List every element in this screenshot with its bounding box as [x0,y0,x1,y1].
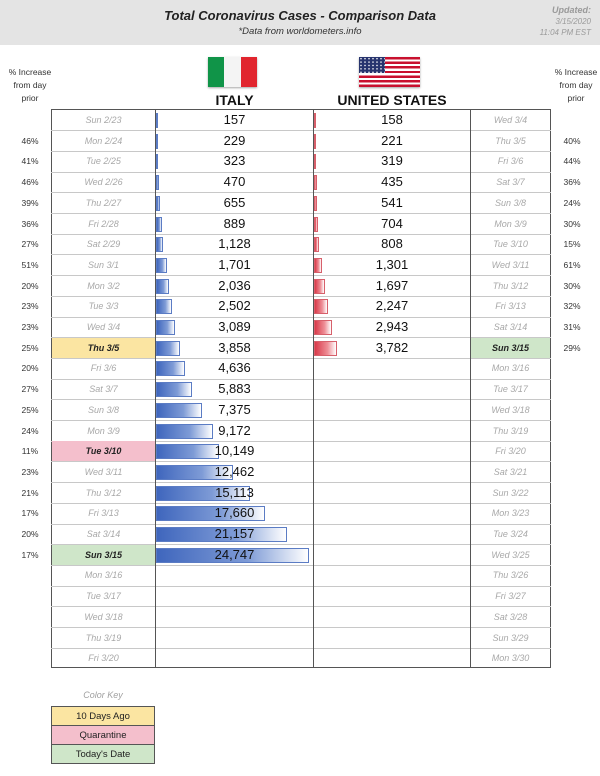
italy-value: 4,636 [218,360,251,376]
italy-pct-increase: 17% [21,508,39,519]
italy-value: 2,502 [218,298,251,314]
left-pct-heading-line: % Increase [8,67,52,77]
us-pct-increase: 15% [563,239,581,250]
us-pct-increase: 31% [563,322,581,332]
left-pct-heading [0,66,60,105]
italy-pct-increase: 23% [21,301,39,312]
italy-value: 7,375 [218,401,251,417]
italy-date-cell: Thu 3/19 [85,632,122,643]
us-pct-increase: 32% [563,301,581,312]
key-todays-date: Today's Date [51,744,155,764]
italy-date-cell: Sat 2/29 [86,239,121,250]
us-date-cell: Mon 3/23 [491,508,530,519]
us-date-cell: Thu 3/26 [492,570,529,581]
column-divider [155,109,156,668]
us-date-cell: Wed 3/11 [491,259,530,270]
us-date-cell: Sun 3/29 [492,632,529,643]
us-value: 319 [381,153,403,169]
updated-label: Updated: [552,5,591,15]
italy-flag-icon [208,57,257,87]
us-date-cell: Thu 3/5 [495,135,526,146]
italy-value: 21,157 [214,526,255,541]
us-value: 158 [381,112,403,127]
updated-date: 3/15/2020 [555,17,591,26]
us-date-cell: Mon 3/16 [491,363,530,374]
us-date-cell: Sat 3/7 [496,177,525,188]
italy-value: 17,660 [214,505,255,521]
italy-date-cell: Wed 3/4 [86,322,121,332]
column-divider [470,109,471,668]
italy-pct-increase: 46% [21,177,39,188]
us-date-cell: Sat 3/28 [493,611,528,622]
italy-date-cell: Wed 3/18 [84,611,123,622]
us-value: 704 [381,215,403,231]
us-date-cell: Tue 3/17 [493,384,528,395]
italy-date-cell: Fri 3/6 [90,363,117,374]
italy-date-cell: Sat 3/7 [89,384,118,395]
updated-stamp [540,5,591,38]
italy-pct-increase: 11% [21,446,39,457]
italy-pct-increase: 27% [21,239,39,250]
italy-value: 470 [223,174,246,190]
italy-date-cell: Sun 3/1 [87,259,120,270]
us-date-cell: Wed 3/4 [493,115,528,125]
italy-value: 1,128 [218,236,251,252]
italy-value: 3,089 [218,319,251,334]
italy-date-cell: Thu 3/5 [52,338,155,359]
us-value: 2,247 [375,298,409,314]
italy-date-cell: Fri 2/28 [88,218,119,229]
us-value: 541 [381,194,403,210]
italy-date-cell: Tue 3/3 [88,301,119,312]
us-date-cell: Tue 3/10 [493,239,528,250]
us-date-cell: Sun 3/22 [492,487,529,498]
italy-pct-increase: 51% [21,259,39,270]
us-value: 808 [381,236,403,252]
us-value: 221 [381,132,403,148]
italy-date-cell: Fri 3/13 [88,508,119,519]
us-pct-increase: 61% [563,259,581,270]
us-value: 1,697 [375,277,409,293]
us-pct-increase: 30% [563,280,581,291]
updated-time: 11:04 PM EST [539,28,591,37]
us-date-cell: Sat 3/14 [493,322,528,332]
color-key-title: Color Key [83,690,123,700]
left-pct-heading-line: prior [21,93,39,103]
italy-pct-increase: 39% [21,197,39,208]
us-date-cell: Mon 3/9 [494,218,527,229]
italy-pct-increase: 41% [21,156,39,167]
us-pct-increase: 36% [563,177,581,188]
italy-value: 655 [223,194,246,210]
key-quarantine: Quarantine [51,725,155,745]
italy-value: 1,701 [218,256,251,272]
italy-value: 24,747 [214,546,255,562]
italy-pct-increase: 36% [21,218,39,229]
italy-date-cell: Sun 3/8 [87,404,120,415]
italy-value: 323 [223,153,246,169]
us-pct-increase: 44% [563,156,581,167]
italy-date-cell: Mon 2/24 [84,135,123,146]
us-value: 1,301 [375,256,409,272]
us-pct-increase: 29% [563,342,581,353]
italy-heading: ITALY [215,92,254,108]
italy-date-cell: Tue 3/10 [52,441,155,462]
italy-pct-increase: 27% [21,384,39,395]
italy-date-cell: Tue 2/25 [86,156,121,167]
italy-date-cell: Thu 2/27 [85,197,122,208]
italy-pct-increase: 23% [21,322,39,332]
key-ten-days-ago: 10 Days Ago [51,706,155,726]
us-date-cell: Wed 3/18 [491,404,530,415]
page-title: Total Coronavirus Cases - Comparison Data [164,8,436,23]
right-pct-heading-line: prior [567,93,585,103]
italy-date-cell: Tue 3/17 [86,591,121,602]
italy-pct-increase: 25% [21,342,39,353]
italy-date-cell: Wed 2/26 [84,177,123,188]
italy-value: 889 [223,215,246,231]
column-divider [313,109,314,668]
us-pct-increase: 30% [563,218,581,229]
us-date-cell: Sun 3/8 [494,197,527,208]
right-pct-heading-line: from day [559,80,593,90]
italy-date-cell: Sun 3/15 [52,545,155,566]
italy-value: 3,858 [218,339,251,355]
us-date-cell: Mon 3/30 [491,653,530,664]
italy-date-cell: Wed 3/11 [84,466,123,477]
right-pct-heading-line: % Increase [554,67,598,77]
us-flag-icon [359,57,420,87]
italy-pct-increase: 20% [21,529,39,539]
us-date-cell: Tue 3/24 [493,529,528,539]
italy-pct-increase: 20% [21,363,39,374]
us-date-cell: Sun 3/15 [471,338,550,359]
right-pct-heading [546,66,600,105]
us-date-cell: Fri 3/6 [497,156,524,167]
page-subtitle: *Data from worldometers.info [238,26,362,37]
us-value: 2,943 [375,319,409,334]
us-value: 3,782 [375,339,409,355]
italy-value: 12,462 [214,463,255,479]
us-date-cell: Fri 3/20 [495,446,526,457]
italy-pct-increase: 24% [21,425,39,436]
us-date-cell: Sat 3/21 [493,466,528,477]
us-pct-increase: 40% [563,135,581,146]
us-date-cell: Fri 3/27 [495,591,526,602]
us-date-cell: Thu 3/19 [492,425,529,436]
us-pct-increase: 24% [563,197,581,208]
italy-value: 15,113 [215,484,254,500]
italy-value: 10,149 [214,443,255,459]
us-date-cell: Fri 3/13 [495,301,526,312]
italy-value: 9,172 [218,422,251,438]
italy-pct-increase: 20% [21,280,39,291]
italy-date-cell: Mon 3/16 [84,570,123,581]
italy-value: 157 [223,112,246,127]
italy-date-cell: Mon 3/9 [87,425,120,436]
italy-value: 5,883 [218,381,251,397]
us-date-cell: Thu 3/12 [492,280,529,291]
italy-pct-increase: 17% [21,549,39,560]
italy-pct-increase: 23% [21,466,39,477]
header-bar [0,0,600,45]
italy-value: 2,036 [218,277,251,293]
italy-pct-increase: 25% [21,404,39,415]
italy-date-cell: Sat 3/14 [86,529,121,539]
italy-pct-increase: 21% [21,487,39,498]
us-date-cell: Wed 3/25 [491,549,530,560]
us-heading: UNITED STATES [337,92,447,108]
us-value: 435 [381,174,403,190]
italy-date-cell: Sun 2/23 [85,115,122,125]
italy-date-cell: Mon 3/2 [87,280,120,291]
left-pct-heading-line: from day [13,80,47,90]
italy-pct-increase: 46% [21,135,39,146]
italy-date-cell: Fri 3/20 [88,653,119,664]
italy-date-cell: Thu 3/12 [85,487,122,498]
italy-value: 229 [223,132,246,148]
